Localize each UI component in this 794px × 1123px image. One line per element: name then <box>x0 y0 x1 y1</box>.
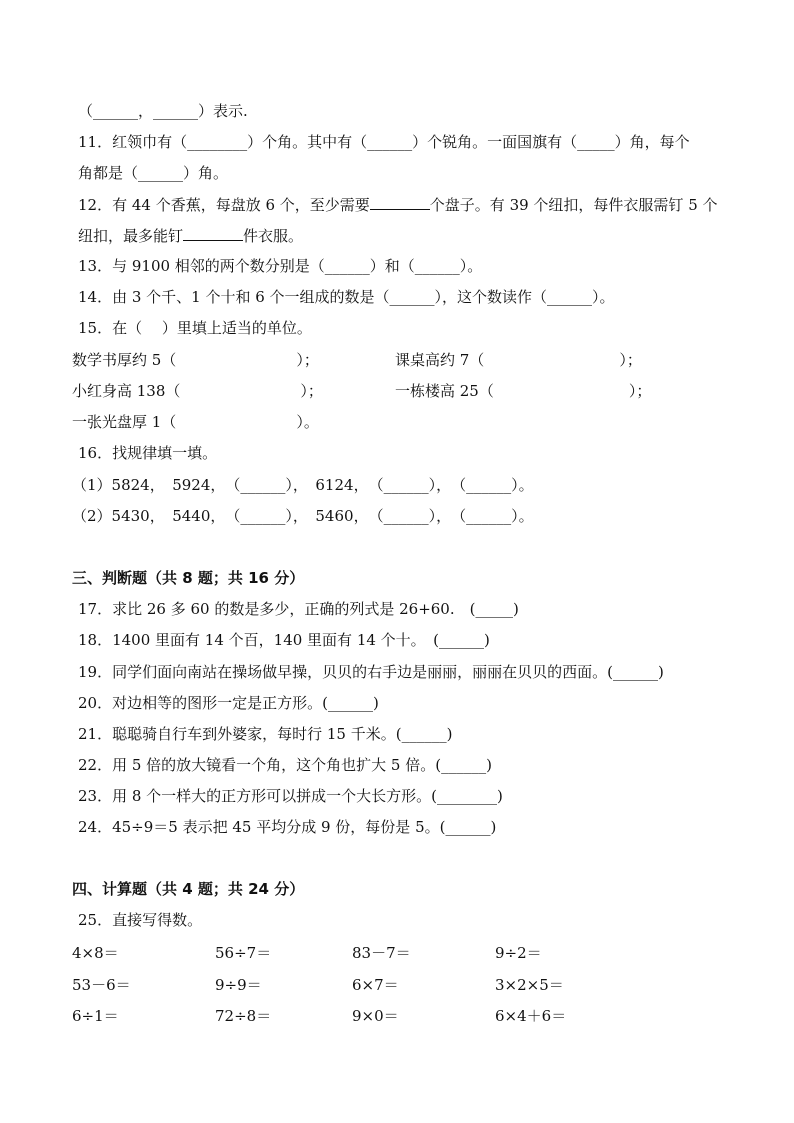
q18: 18．1400 里面有 14 个百，140 里面有 14 个十。 (______) <box>78 631 490 649</box>
q12-text-a: 12．有 44 个香蕉，每盘放 6 个，至少需要 <box>78 196 370 214</box>
q10-continuation: （______，______）表示. <box>78 102 248 120</box>
calc-cell: 9÷9＝ <box>215 976 262 994</box>
q12-blank-1 <box>370 194 430 210</box>
q12-line1 <box>78 194 718 215</box>
q14: 14．由 3 个千、1 个十和 6 个一组成的数是（______），这个数读作（______）。 <box>78 288 615 306</box>
section-4-heading: 四、计算题（共 4 题；共 24 分） <box>72 880 305 898</box>
q12-text-b: 个盘子。有 39 个纽扣，每件衣服需钉 5 个 <box>429 196 718 214</box>
q22: 22．用 5 倍的放大镜看一个角，这个角也扩大 5 倍。(______) <box>78 756 492 774</box>
q11-line1: 11．红领巾有（________）个角。其中有（______）个锐角。一面国旗有（_____）角，每个 <box>78 133 690 151</box>
q11-line2: 角都是（______）角。 <box>78 164 229 182</box>
q15-item-1: 数学书厚约 5（ ）； <box>72 351 319 369</box>
calc-cell: 6×4＋6＝ <box>495 1007 567 1025</box>
calc-cell: 6÷1＝ <box>72 1007 119 1025</box>
calc-cell: 72÷8＝ <box>215 1007 272 1025</box>
calc-cell: 83－7＝ <box>352 944 411 962</box>
q12-blank-2 <box>183 225 243 241</box>
q25: 25．直接写得数。 <box>78 911 203 929</box>
q12-text-d: 件衣服。 <box>243 227 304 245</box>
q16: 16．找规律填一填。 <box>78 444 218 462</box>
q15-item-3: 小红身高 138（ ）； <box>72 382 323 400</box>
q20: 20．对边相等的图形一定是正方形。(______) <box>78 694 379 712</box>
calc-cell: 53－6＝ <box>72 976 131 994</box>
q23: 23．用 8 个一样大的正方形可以拼成一个大长方形。(________) <box>78 787 503 805</box>
calc-cell: 9÷2＝ <box>495 944 542 962</box>
calc-cell: 6×7＝ <box>352 976 399 994</box>
q16-item-2: （2）5430， 5440， （______）， 5460， （______）， （______）。 <box>72 507 534 525</box>
q13: 13．与 9100 相邻的两个数分别是（______）和（______）。 <box>78 257 483 275</box>
q15-item-2: 课桌高约 7（ ）； <box>395 351 642 369</box>
calc-cell: 4×8＝ <box>72 944 119 962</box>
q15-item-4: 一栋楼高 25（ ）； <box>395 382 652 400</box>
calc-cell: 3×2×5＝ <box>495 976 564 994</box>
q17: 17．求比 26 多 60 的数是多少，正确的列式是 26+60. (_____) <box>78 600 519 618</box>
q21: 21．聪聪骑自行车到外婆家，每时行 15 千米。(______) <box>78 725 453 743</box>
q16-item-1: （1）5824， 5924， （______）， 6124， （______）， （______）。 <box>72 476 534 494</box>
q19: 19．同学们面向南站在操场做早操，贝贝的右手边是丽丽，丽丽在贝贝的西面。(______) <box>78 663 664 681</box>
q15-item-5: 一张光盘厚 1（ ）。 <box>72 413 319 431</box>
q24: 24．45÷9＝5 表示把 45 平均分成 9 份，每份是 5。(______) <box>78 818 497 836</box>
calc-cell: 9×0＝ <box>352 1007 399 1025</box>
section-3-heading: 三、判断题（共 8 题；共 16 分） <box>72 569 305 587</box>
q12-text-c: 纽扣，最多能钉 <box>78 227 184 245</box>
q15: 15．在（ ）里填上适当的单位。 <box>78 319 312 337</box>
calc-cell: 56÷7＝ <box>215 944 272 962</box>
q12-line2 <box>78 225 303 246</box>
